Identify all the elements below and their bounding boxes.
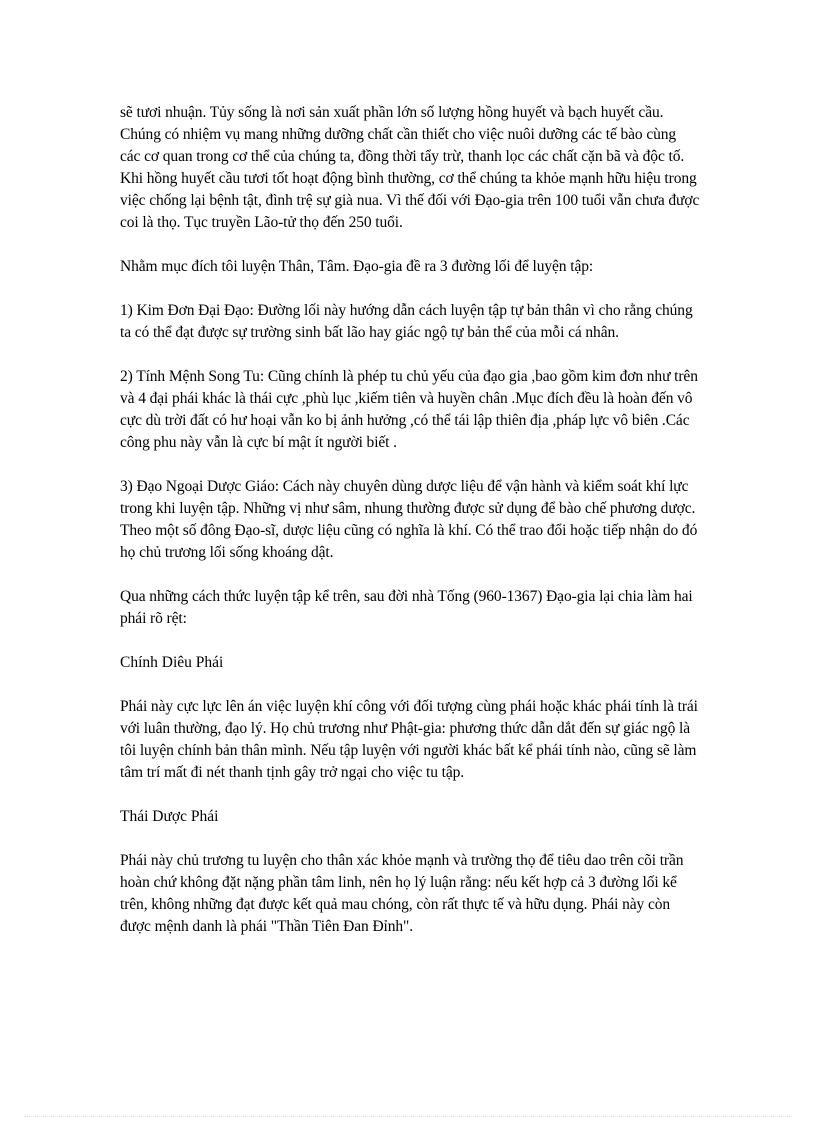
section-text-chinh-dieu-phai: Phái này cực lực lên án việc luyện khí công với đối tượng cùng phái hoặc khác phái tính là trái với luân thường, đạo lý. Họ chủ trương như Phật-gia: phương thức dẫn dắt đến sự giác ngộ là tôi luyện chính bản thân mình. Nếu tập luyện với người khác bất kể phái tính nào, cũng sẽ làm tâm trí mất đi nét thanh tịnh gây trở ngại cho việc tu tập.: [120, 698, 698, 781]
section-text-thai-duoc-phai: Phái này chủ trương tu luyện cho thân xác khỏe mạnh và trường thọ để tiêu dao trên cõi trần hoàn chứ không đặt nặng phần tâm linh, nên họ lý luận rằng: nếu kết hợp cả 3 đường lối kể trên, không những đạt được kết quả mau chóng, còn rất thực tế và hữu dụng. Phái này còn được mệnh danh là phái "Thần Tiên Đan Đỉnh".: [120, 852, 684, 935]
paragraph-path-1: 1) Kim Đơn Đại Đạo: Đường lối này hướng dẫn cách luyện tập tự bản thân vì cho rằng chúng ta có thể đạt được sự trường sinh bất lão hay giác ngộ tự bản thể của mỗi cá nhân.: [120, 302, 693, 341]
paragraph-path-3: 3) Đạo Ngoại Dược Giáo: Cách này chuyên dùng dược liệu để vận hành và kiểm soát khí lực trong khi luyện tập. Những vị như sâm, nhung thường được sử dụng để bào chế phương dược. Theo một số đông Đạo-sĩ, dược liệu cũng có nghĩa là khí. Có thể trao đổi hoặc tiếp nhận do đó họ chủ trương lối sống khoáng dật.: [120, 478, 698, 561]
section-title-chinh-dieu-phai: Chính Diêu Phái: [120, 654, 224, 671]
section-title-thai-duoc-phai: Thái Dược Phái: [120, 808, 219, 825]
page-bottom-edge: [24, 1116, 792, 1117]
paragraph-marrow-health: sẽ tươi nhuận. Tủy sống là nơi sản xuất phần lớn số lượng hồng huyết và bạch huyết cầu. Chúng có nhiệm vụ mang những dưỡng chất cần thiết cho việc nuôi dưỡng các tế bào cùng các cơ quan trong cơ thể của chúng ta, đồng thời tẩy trừ, thanh lọc các chất cặn bã và độc tố. Khi hồng huyết cầu tươi tốt hoạt động bình thường, cơ thể chúng ta khỏe mạnh hữu hiệu trong việc chống lại bệnh tật, đình trệ sự già nua. Vì thế đối với Đạo-gia trên 100 tuổi vẫn chưa được coi là thọ. Tục truyền Lão-tử thọ đến 250 tuổi.: [120, 104, 700, 231]
document-body: [120, 102, 700, 960]
paragraph-path-2: 2) Tính Mệnh Song Tu: Cũng chính là phép tu chủ yếu của đạo gia ,bao gồm kim đơn như trên và 4 đại phái khác là thái cực ,phù lục ,kiếm tiên và huyền chân .Mục đích đều là hoàn đến vô cực dù trời đất có hư hoại vẫn ko bị ảnh hưởng ,có thể tái lập thiên địa ,pháp lực vô biên .Các công phu này vẫn là cực bí mật ít người biết .: [120, 368, 698, 451]
paragraph-three-paths-intro: Nhằm mục đích tôi luyện Thân, Tâm. Đạo-gia đề ra 3 đường lối để luyện tập:: [120, 258, 594, 275]
paragraph-two-schools-intro: Qua những cách thức luyện tập kể trên, sau đời nhà Tống (960-1367) Đạo-gia lại chia làm hai phái rõ rệt:: [120, 588, 693, 627]
